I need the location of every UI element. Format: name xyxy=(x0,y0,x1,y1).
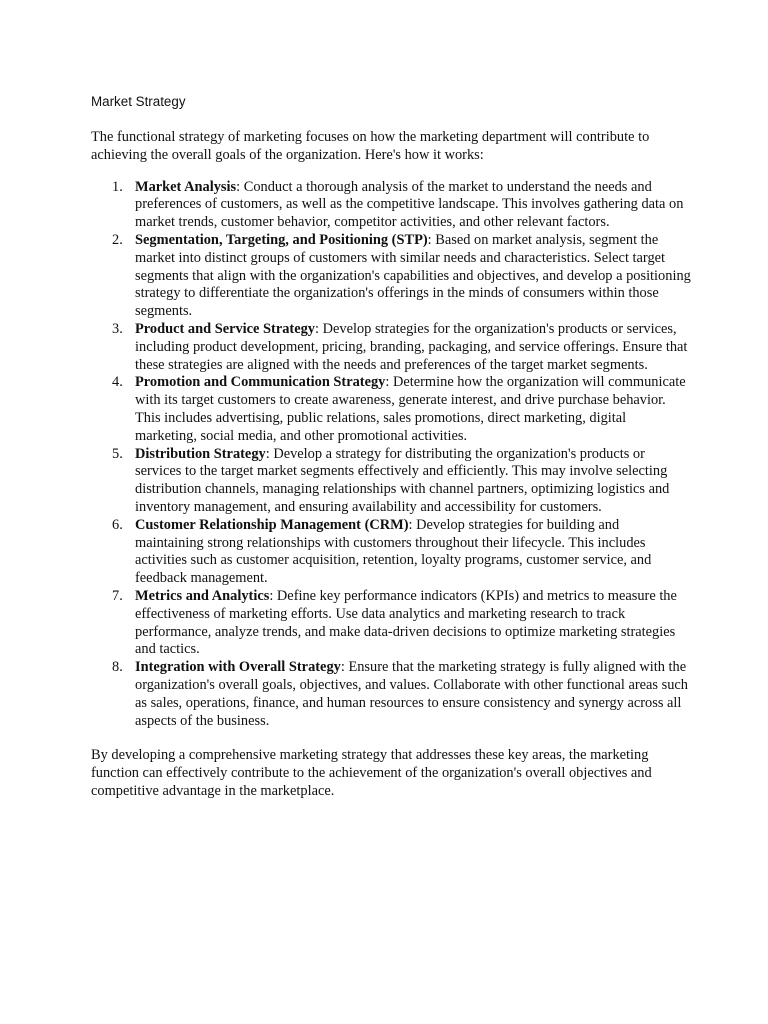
list-item xyxy=(91,179,691,232)
list-item-text: : Develop a strategy for distributing the organization's products or services to the target market segments effectively and efficiently. This may involve selecting distribution channels, managing relationships with channel partners, optimizing logistics and inventory management, and ensuring availability and accessibility for customers. xyxy=(135,445,670,515)
list-item xyxy=(91,517,691,588)
list-item xyxy=(91,659,691,730)
list-item-number: 5. xyxy=(112,445,123,462)
list-item-text: : Based on market analysis, segment the market into distinct groups of customers with similar needs and characteristics. Select target segments that align with the organization's capabilities and objectives, and develop a positioning strategy to differentiate the organization's offerings in the minds of consumers within those segments. xyxy=(135,231,691,320)
list-item-term: Metrics and Analytics xyxy=(135,587,270,604)
list-item-text: : Develop strategies for the organization's products or services, including product development, pricing, branding, packaging, and service offerings. Ensure that these strategies are aligned with the needs and preferences of the target market segments. xyxy=(135,320,688,373)
list-item-number: 6. xyxy=(112,516,123,533)
list-item-term: Promotion and Communication Strategy xyxy=(135,374,386,391)
list-item-text: : Determine how the organization will communicate with its target customers to create awareness, generate interest, and drive purchase behavior. This includes advertising, public relations, sales promotions, direct marketing, digital marketing, social media, and other promotional activities. xyxy=(135,374,686,444)
list-item-term: Distribution Strategy xyxy=(135,445,266,462)
list-item xyxy=(91,321,691,374)
list-item-number: 1. xyxy=(112,178,123,195)
list-item-number: 4. xyxy=(112,374,123,391)
list-item-term: Segmentation, Targeting, and Positioning (STP) xyxy=(135,231,428,248)
document-page xyxy=(91,93,691,801)
list-item xyxy=(91,588,691,659)
list-item-number: 8. xyxy=(112,659,123,676)
list-item-text: : Define key performance indicators (KPIs) and metrics to measure the effectiveness of marketing efforts. Use data analytics and marketing research to track performance, analyze trends, and make data-driven decisions to optimize marketing strategies and tactics. xyxy=(135,587,677,658)
list-item-term: Customer Relationship Management (CRM) xyxy=(135,516,409,533)
list-item-term: Integration with Overall Strategy xyxy=(135,659,341,676)
document-title: Market Strategy xyxy=(91,94,186,109)
list-item-text: : Develop strategies for building and maintaining strong relationships with customers throughout their lifecycle. This includes activities such as customer acquisition, retention, loyalty programs, customer service, and feedback management. xyxy=(135,516,652,587)
list-item-number: 7. xyxy=(112,587,123,604)
list-item-term: Product and Service Strategy xyxy=(135,320,315,337)
list-item xyxy=(91,446,691,517)
list-item xyxy=(91,374,691,445)
list-item-text: : Ensure that the marketing strategy is fully aligned with the organization's overall goals, objectives, and values. Collaborate with other functional areas such as sales, operations, finance, and human resources to ensure consistency and synergy across all aspects of the business. xyxy=(135,659,688,729)
list-item-number: 3. xyxy=(112,320,123,337)
list-item-text: : Conduct a thorough analysis of the market to understand the needs and preferences of customers, as well as the competitive landscape. This involves gathering data on market trends, customer behavior, competitor activities, and other relevant factors. xyxy=(135,178,684,231)
list-item xyxy=(91,232,691,321)
strategy-list xyxy=(91,179,691,731)
intro-paragraph: The functional strategy of marketing focuses on how the marketing department will contribute to achieving the overall goals of the organization. Here's how it works: xyxy=(91,129,650,163)
list-item-number: 2. xyxy=(112,231,123,248)
list-item-term: Market Analysis xyxy=(135,178,237,195)
conclusion-paragraph: By developing a comprehensive marketing strategy that addresses these key areas, the marketing function can effectively contribute to the achievement of the organization's overall objectives and competitive advantage in the marketplace. xyxy=(91,747,652,799)
